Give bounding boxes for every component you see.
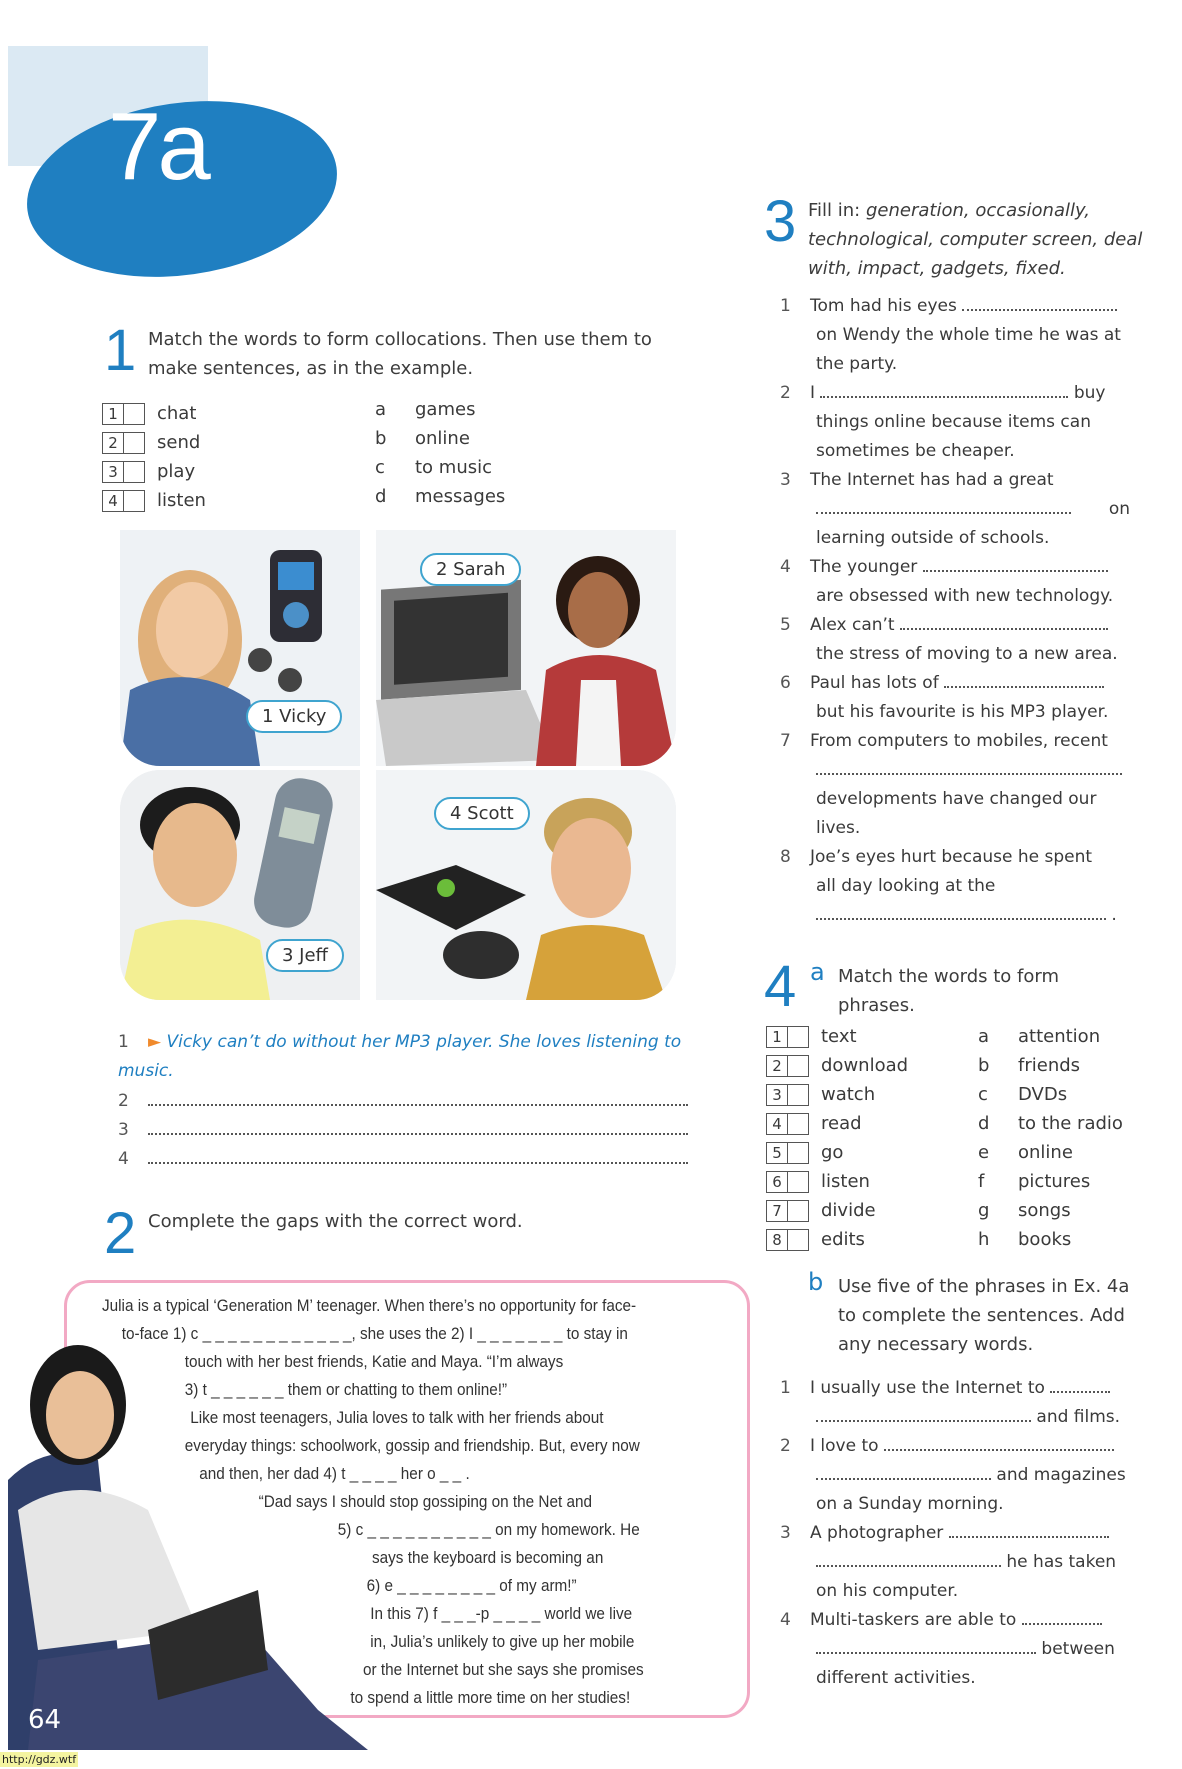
answer-line[interactable] [816, 1652, 1036, 1654]
list-item: 2 send [102, 428, 206, 457]
label-jeff: 3 Jeff [266, 939, 344, 972]
answer-line[interactable] [884, 1449, 1114, 1451]
exercise-1-instruction: Match the words to form collocations. Then use them to make sentences, as in the example. [148, 329, 652, 379]
answer-line[interactable] [816, 773, 1122, 775]
arrow-icon: ► [148, 1032, 162, 1052]
list-item: 4 The younger [780, 553, 1130, 582]
list-item: 1 I usually use the Internet to [780, 1374, 1130, 1403]
list-item: 1 Tom had his eyes [780, 292, 1130, 321]
answer-box[interactable] [788, 1142, 809, 1164]
source-url[interactable]: http://gdz.wtf [2, 1753, 77, 1766]
list-item: 7 divide [766, 1196, 908, 1225]
list-item: 4 read [766, 1109, 908, 1138]
list-item: b friends [978, 1055, 1081, 1076]
exercise-3-number: 3 [764, 189, 797, 254]
page-number: 64 [28, 1705, 62, 1735]
answer-box[interactable] [788, 1055, 809, 1077]
example-sentence: Vicky can’t do without her MP3 player. She loves listening to music. [118, 1032, 682, 1081]
answer-box[interactable] [788, 1113, 809, 1135]
list-item: c DVDs [978, 1084, 1068, 1105]
list-item: 1 chat [102, 399, 206, 428]
list-item: c to music [375, 457, 493, 478]
exercise-4b-letter: b [808, 1268, 824, 1296]
exercise-4-number: 4 [764, 954, 797, 1019]
list-item: 2 I love to [780, 1432, 1130, 1461]
answer-line[interactable] [900, 628, 1108, 630]
list-item: 7 From computers to mobiles, recent [780, 731, 1108, 751]
answer-box[interactable] [124, 432, 145, 454]
label-vicky: 1 Vicky [246, 700, 342, 733]
list-item: 8 Joe’s eyes hurt because he spent [780, 847, 1093, 867]
ex1-example: 1 ► Vicky can’t do without her MP3 player. She loves listening to music. [118, 1032, 682, 1081]
exercise-2-number: 2 [104, 1201, 137, 1266]
exercise-2-instruction: Complete the gaps with the correct word. [148, 1211, 523, 1232]
answer-line[interactable] [1050, 1391, 1110, 1393]
answer-line[interactable] [816, 1420, 1031, 1422]
list-item: 6 listen [766, 1167, 908, 1196]
list-item: 6 Paul has lots of [780, 669, 1130, 698]
label-scott: 4 Scott [434, 797, 530, 830]
list-item: d to the radio [978, 1113, 1123, 1134]
answer-line[interactable] [944, 686, 1104, 688]
ex4-left-list [766, 1022, 908, 1254]
answer-box[interactable] [124, 403, 145, 425]
list-item: 4 Multi-taskers are able to [780, 1606, 1130, 1635]
list-item: 3 The Internet has had a great [780, 470, 1054, 490]
exercise-4a-letter: a [810, 958, 825, 986]
list-item: 5 go [766, 1138, 908, 1167]
ex1-answer-lines [118, 1087, 718, 1174]
list-item: e online [978, 1142, 1073, 1163]
list-item: a games [375, 399, 476, 420]
answer-line[interactable] [816, 512, 1071, 514]
answer-box[interactable] [124, 490, 145, 512]
word-bank: generation, occasionally, technological, computer screen, deal with, impact, gadgets, fixed. [808, 200, 1143, 279]
label-sarah: 2 Sarah [420, 553, 521, 586]
list-item: 3 A photographer [780, 1519, 1130, 1548]
list-item: 4 listen [102, 486, 206, 515]
list-item: 2 I buy [780, 383, 1106, 403]
ex1-right-list [375, 395, 505, 511]
answer-line[interactable] [962, 309, 1117, 311]
answer-box[interactable] [788, 1229, 809, 1251]
answer-line[interactable] [923, 570, 1108, 572]
ex4-right-list [978, 1022, 1123, 1254]
list-item: g songs [978, 1200, 1071, 1221]
ex3-items: 1 Tom had his eyes on Wendy the whole time he was at the party. 2 I buy things online because items can sometimes be cheaper. 3 The Internet has had a great on learning outside of schools. 4 The younger are obsessed with new technology. 5 Alex can’t the stress of moving to a new area. 6 Paul has lots of but his favourite is his MP3 player. 7 From computers to mobiles, recent developments have changed our lives. 8 Joe’s eyes hurt because he spent all day looking at the . [780, 292, 1130, 930]
answer-line[interactable] [816, 1565, 1001, 1567]
list-item: h books [978, 1229, 1072, 1250]
list-item: 2 download [766, 1051, 908, 1080]
list-item: 1 text [766, 1022, 908, 1051]
answer-line[interactable]: 2 [118, 1087, 718, 1116]
answer-line[interactable] [1022, 1623, 1102, 1625]
exercise-1-number: 1 [104, 318, 137, 383]
list-item: b online [375, 428, 470, 449]
answer-box[interactable] [788, 1171, 809, 1193]
answer-line[interactable]: 3 [118, 1116, 718, 1145]
exercise-4a-instruction: Match the words to form phrases. [838, 966, 1060, 1016]
exercise-3-instruction: Fill in: generation, occasionally, technological, computer screen, deal with, impact, gadgets, fixed. [808, 200, 1143, 279]
list-item: 3 play [102, 457, 206, 486]
answer-box[interactable] [788, 1084, 809, 1106]
answer-line[interactable]: 4 [118, 1145, 718, 1174]
answer-box[interactable] [788, 1026, 809, 1048]
list-item: 3 watch [766, 1080, 908, 1109]
ex1-left-list [102, 399, 206, 515]
answer-box[interactable] [788, 1200, 809, 1222]
list-item: d messages [375, 486, 506, 507]
list-item: f pictures [978, 1171, 1091, 1192]
list-item: a attention [978, 1026, 1101, 1047]
ex4b-items: 1 I usually use the Internet to and films. 2 I love to and magazines on a Sunday morning. 3 A photographer he has taken on his computer. 4 Multi-taskers are able to between different activities. [780, 1374, 1130, 1693]
answer-line[interactable] [949, 1536, 1109, 1538]
answer-line[interactable] [816, 918, 1106, 920]
answer-box[interactable] [124, 461, 145, 483]
list-item: 5 Alex can’t [780, 611, 1130, 640]
list-item: 8 edits [766, 1225, 908, 1254]
answer-line[interactable] [820, 396, 1068, 398]
unit-label: 7a [108, 93, 207, 200]
reading-text: Julia is a typical ‘Generation M’ teenager. When there’s no opportunity for face- to-face 1) c _ _ _ _ _ _ _ _ _ _ _ _, she uses the 2) I _ _ _ _ _ _ _ to stay in touch with her best friends, Katie and Maya. “I’m always 3) t _ _ _ _ _ _ them or chatting to them online!” Like most teenagers, Julia loves to talk with her friends about everyday things: schoolwork, gossip and friendship. But, every now and then, her dad 4) t _ _ _ _ her o _ _ . “Dad says I should stop gossiping on the Net and 5) c _ _ _ _ _ _ _ _ _ _ on my homework. He says the keyboard is becoming an 6) e _ _ _ _ _ _ _ _ of my arm!” In this 7) f _ _ _-p _ _ _ _ world we live in, Julia’s unlikely to give up her mobile or the Internet but she says she promises to spend a little more time on her studies! [102, 1296, 644, 1707]
exercise-4b-instruction: Use five of the phrases in Ex. 4a to complete the sentences. Add any necessary words. [838, 1276, 1130, 1355]
answer-line[interactable] [816, 1478, 991, 1480]
